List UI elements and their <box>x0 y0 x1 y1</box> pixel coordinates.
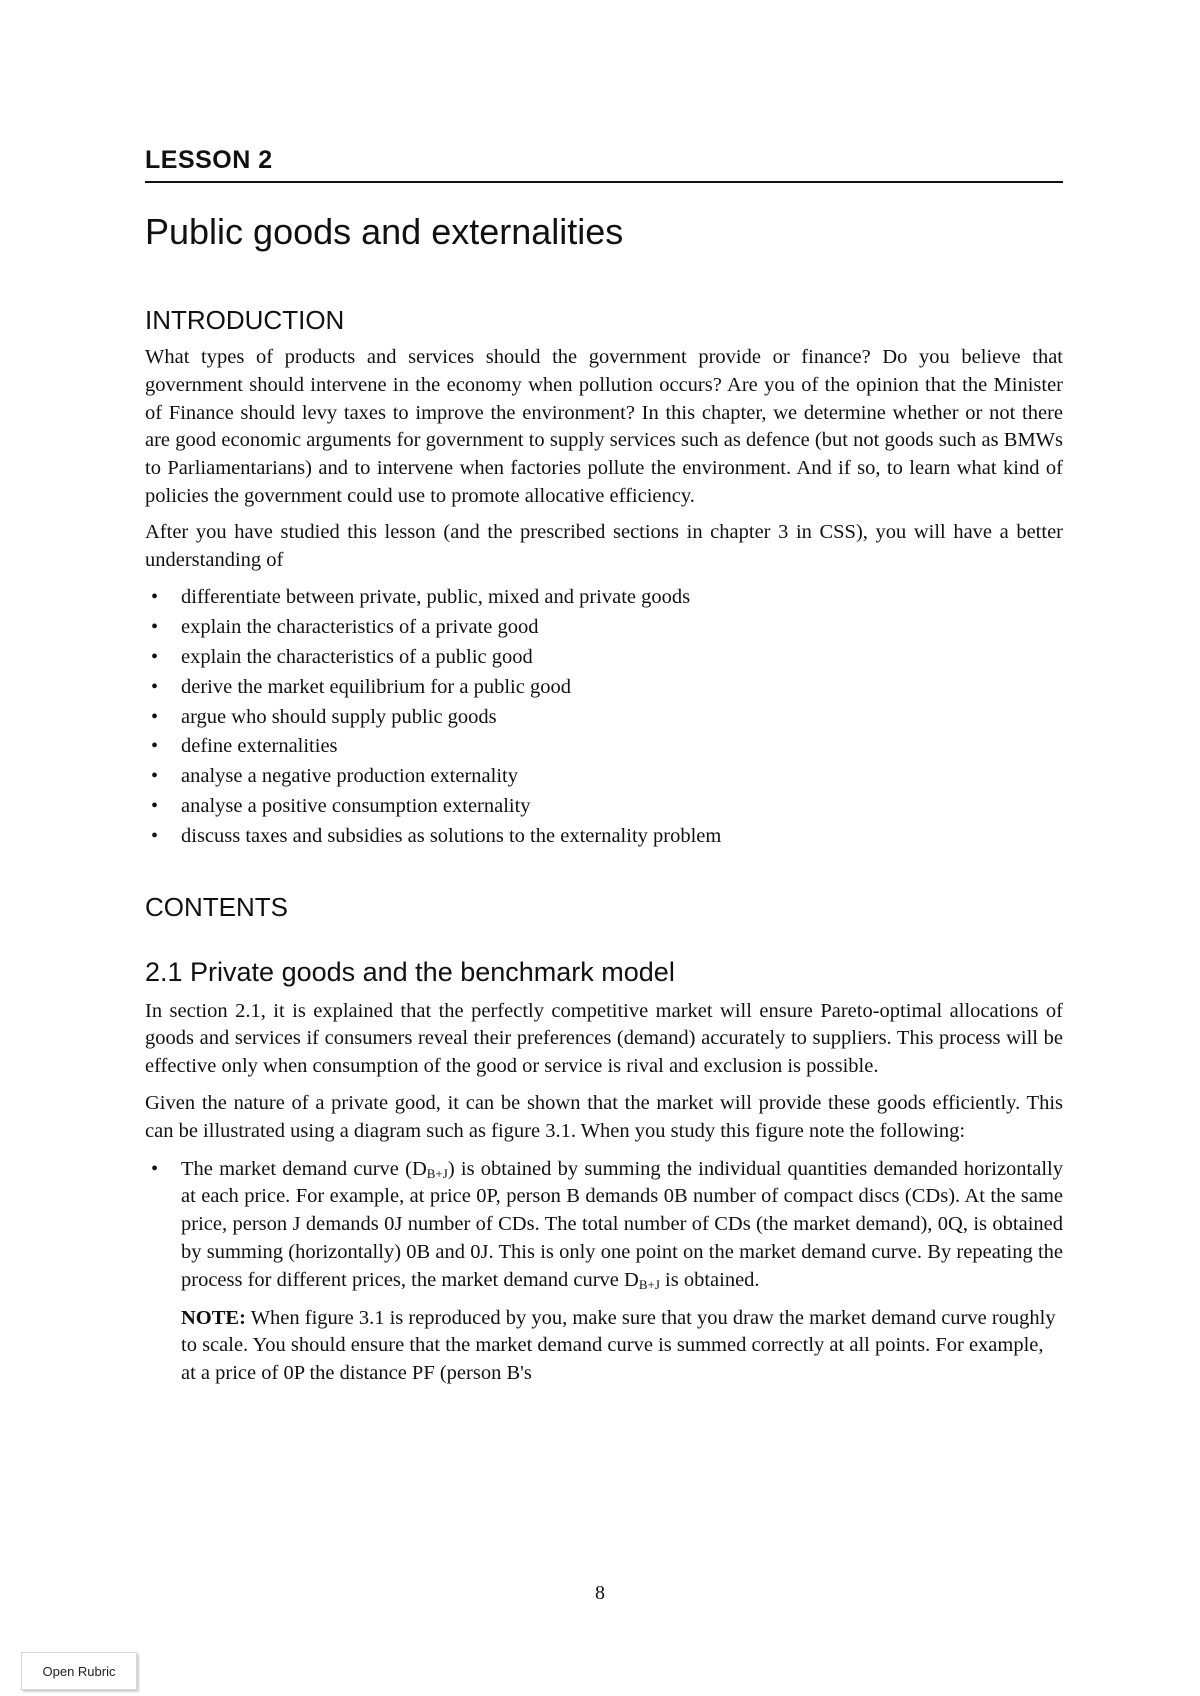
list-item: • argue who should supply public goods <box>145 703 1063 733</box>
note-text: When figure 3.1 is reproduced by you, make sure that you draw the market demand curve roughly to scale. You should ensure that the market demand curve is summed correctly at all points. For example, at a price of 0P the distance PF (person B's <box>181 1306 1056 1385</box>
list-item: • define externalities <box>145 732 1063 762</box>
section-2-1-heading: 2.1 Private goods and the benchmark model <box>145 956 675 987</box>
introduction-paragraph: What types of products and services should the government provide or finance? Do you believe that government should intervene in the economy when pollution occurs? Are you of the opinion that the Minister of Finance should levy taxes to improve the environment? In this chapter, we determine whether or not there are good economic arguments for government to supply services such as defence (but not goods such as BMWs to Parliamentarians) and to intervene when factories pollute the environment. And if so, to learn what kind of policies the government could use to promote allocative efficiency. <box>145 346 1063 507</box>
bullet-text-2: ) is obtained by summing the individual quantities demanded horizontally at each price. For example, at price 0P, person B demands 0B number of compact discs (CDs). At the same price, person J demands 0J number of CDs. The total number of CDs (the market demand), 0Q, is obtained by summing (horizontally) 0B and 0J. This is only one point on the market demand curve. By repeating the process for different prices, the market demand curve D <box>181 1157 1063 1291</box>
note-paragraph <box>145 1305 1063 1388</box>
lesson-label: LESSON 2 <box>145 146 1063 183</box>
market-demand-bullet <box>145 1156 1063 1295</box>
section-paragraph: In section 2.1, it is explained that the perfectly competitive market will ensure Pareto-optimal allocations of goods and services if consumers reveal their preferences (demand) accurately to suppliers. This process will be effective only when consumption of the good or service is rival and exclusion is possible. <box>145 999 1063 1078</box>
list-item: • discuss taxes and subsidies as solutions to the externality problem <box>145 822 1063 852</box>
contents-heading: CONTENTS <box>145 891 288 922</box>
list-item: • analyse a negative production externality <box>145 762 1063 792</box>
subscript: B+J <box>638 1276 660 1292</box>
page-number: 8 <box>595 1582 605 1604</box>
list-item: • explain the characteristics of a public good <box>145 643 1063 673</box>
section-paragraph-2: Given the nature of a private good, it can be shown that the market will provide these goods efficiently. This can be illustrated using a diagram such as figure 3.1. When you study this figure note the following: <box>145 1091 1063 1142</box>
introduction-heading: INTRODUCTION <box>145 305 345 335</box>
subscript: B+J <box>426 1165 448 1181</box>
list-item: • explain the characteristics of a private good <box>145 613 1063 643</box>
objectives-list <box>145 583 1063 851</box>
page-content <box>145 146 1063 1388</box>
open-rubric-badge[interactable]: Open Rubric <box>21 1652 137 1690</box>
introduction-paragraph-2: After you have studied this lesson (and the prescribed sections in chapter 3 in CSS), you will have a better understanding of <box>145 520 1063 571</box>
list-item: • differentiate between private, public, mixed and private goods <box>145 583 1063 613</box>
bullet-icon: • <box>151 1157 159 1180</box>
list-item: • derive the market equilibrium for a public good <box>145 673 1063 703</box>
list-item: • analyse a positive consumption externality <box>145 792 1063 822</box>
note-label: NOTE: <box>181 1306 246 1329</box>
page-title: Public goods and externalities <box>145 211 624 252</box>
bullet-text-3: is obtained. <box>659 1268 760 1291</box>
bullet-text-1: The market demand curve (D <box>181 1157 427 1180</box>
